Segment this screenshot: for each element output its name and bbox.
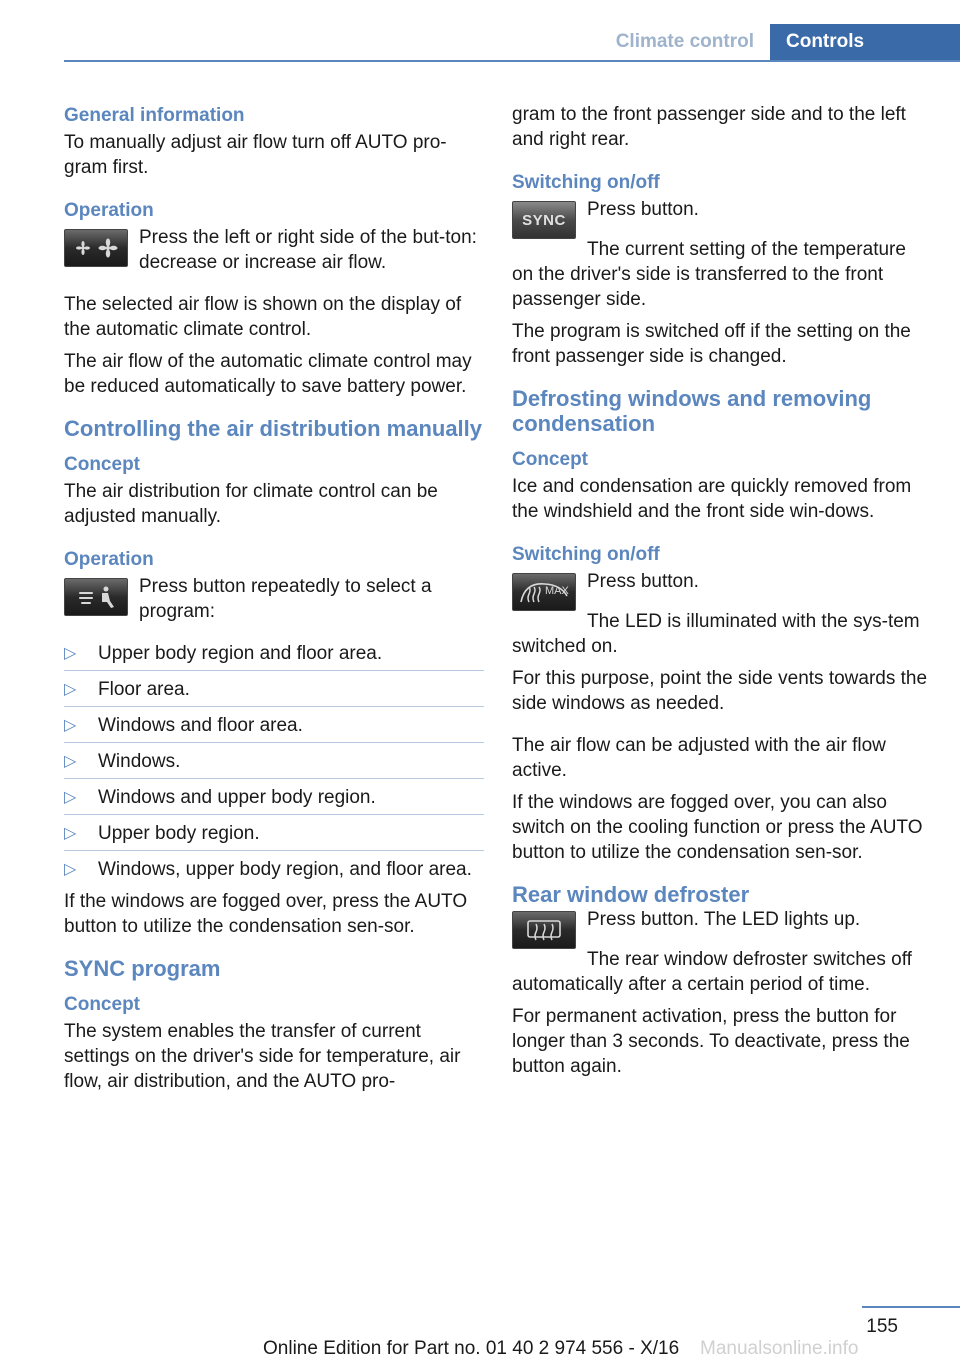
sync-press-text: Press button. [587, 199, 699, 220]
program-list [64, 641, 484, 882]
switching-title-sync: Switching on/off [512, 172, 660, 193]
general-information-text: To manually adjust air flow turn off AUTO pro‐gram first. [64, 132, 447, 178]
max-defrost-button-row [512, 569, 932, 609]
concept-title-defrost: Concept [512, 449, 588, 470]
header-section-title: Climate control [615, 31, 754, 52]
right-column [512, 102, 932, 1086]
concept-title-distribution: Concept [64, 454, 140, 475]
distribution-operation-text: Press button repeatedly to select a program: [139, 576, 432, 622]
triangle-bullet-icon: ▷ [64, 753, 77, 770]
defrost-led-text: The LED is illuminated with the sys‐tem switched on. [512, 611, 920, 657]
triangle-bullet-icon: ▷ [64, 789, 77, 806]
air-distribution-button-icon [64, 578, 128, 616]
airflow-button-icon [64, 229, 128, 267]
list-item: ▷ Windows, upper body region, and floor area. [64, 859, 472, 880]
header-divider [64, 60, 960, 62]
defrost-press-text: Press button. [587, 571, 699, 592]
rear-defroster-button-icon [512, 911, 576, 949]
max-defrost-button-icon [512, 573, 576, 611]
rear-defroster-press-text: Press button. The LED lights up. [587, 909, 861, 930]
sync-program-heading: SYNC program [64, 956, 221, 981]
airflow-display-text: The selected air flow is shown on the display of the automatic climate control. [64, 294, 462, 340]
general-information-title: General information [64, 105, 245, 126]
sync-button-row [512, 197, 932, 237]
list-item: ▷ Upper body region. [64, 823, 260, 844]
defrost-vents-text: For this purpose, point the side vents towards the side windows as needed. [512, 668, 928, 714]
triangle-bullet-icon: ▷ [64, 861, 77, 878]
concept-defrost-text: Ice and condensation are quickly removed from the windshield and the front side win‐dows. [512, 476, 912, 522]
left-column [64, 102, 484, 1101]
page-header [600, 24, 960, 60]
triangle-bullet-icon: ▷ [64, 681, 77, 698]
operation-title-airflow: Operation [64, 200, 154, 221]
list-item: ▷ Windows and upper body region. [64, 787, 376, 808]
rear-defroster-heading: Rear window defroster [512, 882, 750, 907]
airflow-button-row [64, 225, 484, 275]
air-distribution-heading: Controlling the air distribution manually [64, 416, 483, 441]
footer-divider [862, 1306, 960, 1308]
airflow-operation-text: Press the left or right side of the but‐ton: decrease or increase air flow. [139, 227, 477, 273]
header-chapter-tab[interactable]: Controls [770, 24, 960, 60]
edition-footer: Online Edition for Part no. 01 40 2 974 556 - X/16 [263, 1338, 680, 1359]
list-item: ▷ Upper body region and floor area. [64, 643, 383, 664]
list-item: ▷ Floor area. [64, 679, 190, 700]
concept-sync-text: The system enables the transfer of current settings on the driver's side for temperature, air flow, air distribution, and the AUTO pro‐ [64, 1021, 461, 1092]
list-item: ▷ Windows and floor area. [64, 715, 303, 736]
rear-defroster-button-row [512, 907, 932, 947]
sync-button-icon [512, 201, 576, 239]
triangle-bullet-icon: ▷ [64, 645, 77, 662]
svg-text:MAX: MAX [545, 585, 569, 597]
operation-title-distribution: Operation [64, 549, 154, 570]
list-item: ▷ Windows. [64, 751, 181, 772]
sync-button-label: SYNC [522, 211, 566, 229]
airflow-battery-text: The air flow of the automatic climate control may be reduced automatically to save battery power. [64, 351, 472, 397]
triangle-bullet-icon: ▷ [64, 825, 77, 842]
page-number: 155 [866, 1316, 898, 1337]
concept-distribution-text: The air distribution for climate control can be adjusted manually. [64, 481, 438, 527]
concept-title-sync: Concept [64, 994, 140, 1015]
sync-continuation-text: gram to the front passenger side and to the left and right rear. [512, 104, 906, 150]
defrost-airflow-text: The air flow can be adjusted with the air flow active. [512, 735, 886, 781]
sync-switch-off-text: The program is switched off if the setting on the front passenger side is changed. [512, 321, 911, 367]
rear-defroster-auto-off-text: The rear window defroster switches off automatically after a certain period of time. [512, 949, 912, 995]
rear-defroster-permanent-text: For permanent activation, press the button for longer than 3 seconds. To deactivate, press the button again. [512, 1006, 910, 1077]
defrost-fogged-text: If the windows are fogged over, you can also switch on the cooling function or press the AUTO button to utilize the condensation sen‐sor. [512, 792, 923, 863]
distribution-button-row [64, 574, 484, 624]
fogged-windows-text: If the windows are fogged over, press the AUTO button to utilize the condensation sen‐sor. [64, 891, 468, 937]
sync-transfer-text: The current setting of the temperature on the driver's side is transferred to the front passenger side. [512, 239, 906, 310]
triangle-bullet-icon: ▷ [64, 717, 77, 734]
watermark: Manualsonline.info [700, 1338, 859, 1359]
switching-title-defrost: Switching on/off [512, 544, 660, 565]
defrost-heading: Defrosting windows and removing condensation [512, 386, 872, 436]
